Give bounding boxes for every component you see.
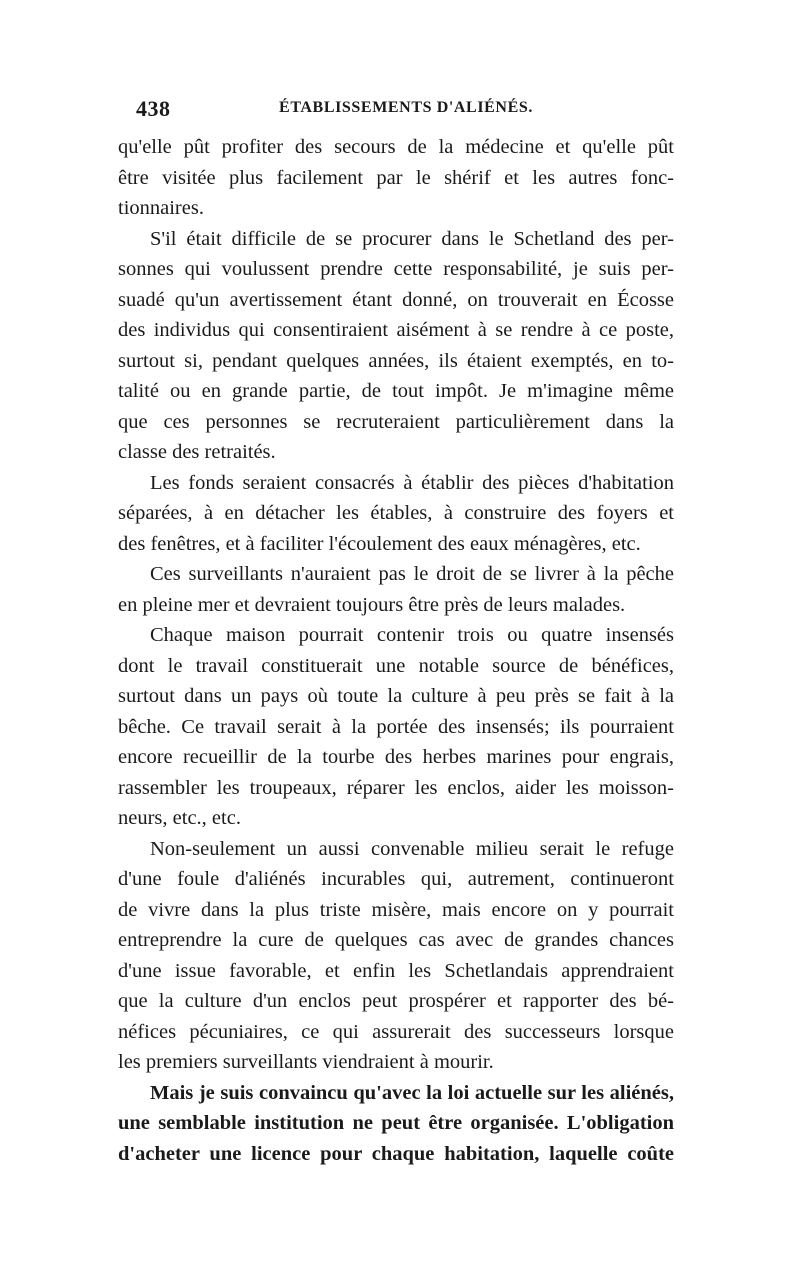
text-line: qu'elle pût profiter des secours de la médecine et qu'elle pût — [118, 136, 674, 158]
text-line: bêche. Ce travail serait à la portée des insensés; ils pourraient — [118, 715, 674, 738]
text-line: suadé qu'un avertissement étant donné, on trouverait en Écosse — [118, 288, 674, 311]
text-line: d'acheter une licence pour chaque habitation, laquelle coûte — [118, 1142, 674, 1165]
text-line: rassembler les troupeaux, réparer les enclos, aider les moisson- — [118, 776, 674, 799]
text-line: d'une issue favorable, et enfin les Schetlandais apprendraient — [118, 959, 674, 982]
page-header — [136, 96, 676, 124]
text-line: des individus qui consentiraient aisément à se rendre à ce poste, — [118, 319, 674, 341]
text-line: surtout dans un pays où toute la culture à peu près se fait à la — [118, 685, 674, 707]
body-text — [118, 132, 674, 1169]
text-line: surtout si, pendant quelques années, ils étaient exemptés, en to- — [118, 349, 674, 372]
text-line: des fenêtres, et à faciliter l'écoulement des eaux ménagères, etc. — [118, 532, 641, 555]
text-line: tionnaires. — [118, 197, 204, 219]
text-line: d'une foule d'aliénés incurables qui, autrement, continueront — [118, 868, 674, 890]
text-line: Non-seulement un aussi convenable milieu serait le refuge — [150, 837, 674, 860]
text-line: les premiers surveillants viendraient à mourir. — [118, 1051, 494, 1073]
text-line: Ces surveillants n'auraient pas le droit de se livrer à la pêche — [150, 563, 674, 585]
text-line: Chaque maison pourrait contenir trois ou quatre insensés — [150, 624, 674, 646]
text-line: Les fonds seraient consacrés à établir des pièces d'habitation — [150, 471, 674, 494]
text-line: néfices pécuniaires, ce qui assurerait des successeurs lorsque — [118, 1020, 674, 1043]
text-line: talité ou en grande partie, de tout impôt. Je m'imagine même — [118, 380, 674, 402]
text-line: entreprendre la cure de quelques cas avec de grandes chances — [118, 929, 674, 951]
text-line: classe des retraités. — [118, 441, 276, 463]
text-line: que la culture d'un enclos peut prospérer et rapporter des bé- — [118, 990, 674, 1012]
text-line: sonnes qui voulussent prendre cette responsabilité, je suis per- — [118, 258, 674, 280]
text-line: neurs, etc., etc. — [118, 807, 241, 829]
text-line: S'il était difficile de se procurer dans le Schetland des per- — [150, 227, 674, 250]
text-line: dont le travail constituerait une notable source de bénéfices, — [118, 654, 674, 677]
page-number: 438 — [136, 96, 171, 121]
text-line: encore recueillir de la tourbe des herbes marines pour engrais, — [118, 746, 674, 768]
text-line: en pleine mer et devraient toujours être près de leurs malades. — [118, 593, 626, 616]
text-line: être visitée plus facilement par le shérif et les autres fonc- — [118, 166, 674, 189]
text-line: séparées, à en détacher les étables, à construire des foyers et — [118, 502, 674, 524]
text-line: que ces personnes se recruteraient particulièrement dans la — [118, 410, 674, 433]
text-line: une semblable institution ne peut être organisée. L'obligation — [118, 1112, 674, 1134]
text-line: Mais je suis convaincu qu'avec la loi actuelle sur les aliénés, — [150, 1081, 674, 1104]
text-line: de vivre dans la plus triste misère, mais encore on y pourrait — [118, 898, 674, 921]
running-title: ÉTABLISSEMENTS D'ALIÉNÉS. — [279, 99, 533, 116]
